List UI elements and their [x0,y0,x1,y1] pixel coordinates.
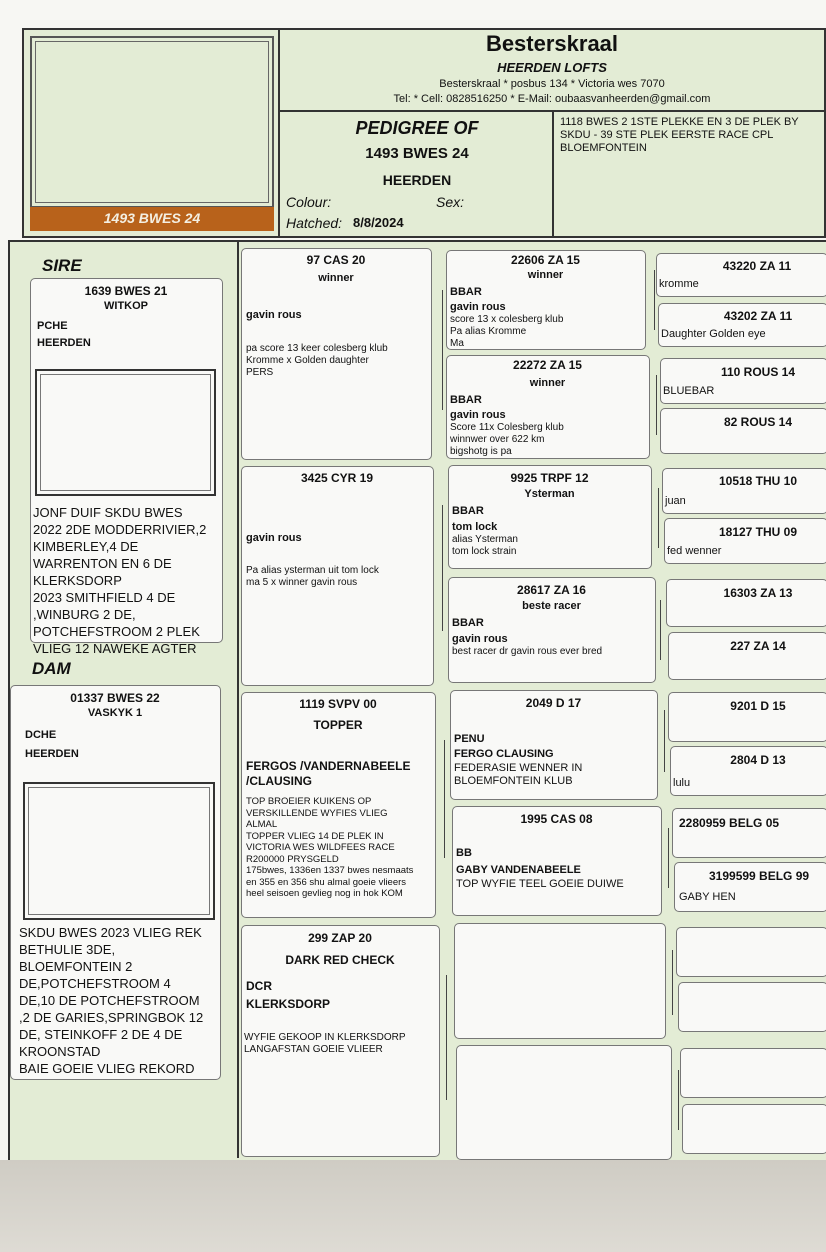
gen3-title: beste racer [522,600,581,612]
dam-ring: 01337 BWES 22 [70,691,160,705]
gen4-card-empty [680,1048,826,1098]
bracket-line [654,270,655,330]
gen4-ring: 43202 ZA 11 [723,309,793,323]
gen3-card [450,690,658,800]
sire-notes: JONF DUIF SKDU BWES 2022 2DE MODDERRIVIER,2 KIMBERLEY,4 DE WARRENTON EN 6 DE KLERKSDORP 2023 SMITHFIELD 4 DE ,WINBURG 2 DE, POTCHEFSTROOM 2 PLEK VLIEG 12 NAWEKE AGTER [33,505,207,656]
gen4-note: fed wenner [667,545,722,557]
hatched-label: Hatched: [286,215,343,231]
gen3-card [448,577,656,683]
gen4-ring: 43220 ZA 11 [722,259,792,273]
gen3-card [446,250,646,350]
gen3-card [446,355,650,459]
gen2-card [241,925,440,1157]
gen4-note: Daughter Golden eye [661,328,766,340]
gen3-breeder: gavin rous [450,301,506,313]
header-divider-notes [552,110,554,238]
gen2-notes: WYFIE GEKOOP IN KLERKSDORP LANGAFSTAN GOEIE VLIEER [244,1032,406,1055]
gen3-ring: 22272 ZA 15 [513,358,582,372]
gen2-notes: Pa alias ysterman uit tom lock ma 5 x winner gavin rous [246,565,379,588]
gen2-ring: 1119 SVPV 00 [299,697,377,711]
gen3-colour: BBAR [452,617,484,629]
gen4-card [666,579,826,627]
gen2-breeder: gavin rous [246,532,302,544]
gen2-title: DARK RED CHECK [285,953,395,967]
sire-breeder: HEERDEN [37,337,91,349]
bracket-line [444,740,445,858]
gen3-card-empty [454,923,666,1039]
gen4-card [660,408,826,454]
gen4-card [664,518,826,564]
gen3-colour: BBAR [450,286,482,298]
gen2-card [241,466,434,686]
gen2-breeder: FERGOS /VANDERNABEELE /CLAUSING [246,759,411,788]
gen4-note: lulu [673,777,691,789]
gen3-breeder: tom lock [452,521,498,533]
gen3-breeder: gavin rous [452,633,508,645]
gen4-card-empty [682,1104,826,1154]
gen2-card [241,248,432,460]
gen4-ring: 2280959 BELG 05 [679,816,780,830]
gen3-notes: score 13 x colesberg klub Pa alias Kromme Ma [450,314,564,349]
gen4-card [668,632,826,680]
header-photo-frame [30,36,274,208]
gen3-notes: best racer dr gavin rous ever bred [452,646,603,657]
gen3-ring: 28617 ZA 16 [517,583,586,597]
gen3-colour: BBAR [450,394,482,406]
gen2-notes: TOP BROEIER KUIKENS OP VERSKILLENDE WYFIES VLIEG ALMAL TOPPER VLIEG 14 DE PLEK IN VICTORIA WES WILDFEES RACE R200000 PRYSGELD 175bwes, 1336en 1337 bwes nesmaats en 355 en 356 shu almal goeie vlieers heel seisoen gevlieg nog in hok KOM [246,796,414,899]
sire-name: WITKOP [104,300,148,312]
gen4-card [668,692,826,742]
gen4-card [672,808,826,858]
gen2-title: TOPPER [313,718,363,732]
gen4-card [656,253,826,297]
gen4-card [658,303,826,347]
bracket-line [442,505,443,631]
sire-card [30,278,223,656]
bracket-line [664,710,665,772]
gen3-card-empty [456,1045,672,1160]
gen4-card [660,358,826,404]
header-notes: 1118 BWES 2 1STE PLEKKE EN 3 DE PLEK BY SKDU - 39 STE PLEK EERSTE RACE CPL BLOEMFONTEIN [560,116,799,154]
gen4-card [670,746,826,796]
gen3-colour: BBAR [452,505,484,517]
dam-notes: SKDU BWES 2023 VLIEG REK BETHULIE 3DE, BLOEMFONTEIN 2 DE,POTCHEFSTROOM 4 DE,10 DE POTCHEFSTROOM ,2 DE GARIES,SPRINGBOK 12 DE, STEINKOFF 2 DE 4 DE KROONSTAD BAIE GOEIE VLIEG REKORD [19,925,204,1076]
gen4-ring: 82 ROUS 14 [723,415,793,429]
gen4-card-empty [678,982,826,1032]
paper-bottom-shadow [0,1160,826,1252]
pedigree-ring: 1493 BWES 24 [365,145,469,162]
gen3-notes: FEDERASIE WENNER IN BLOEMFONTEIN KLUB [454,762,583,787]
bracket-line [658,488,659,548]
colour-label: Colour: [286,194,332,210]
gen2-ring: 3425 CYR 19 [300,471,374,485]
gen2-breeder: gavin rous [246,309,302,321]
dam-photo [23,782,215,920]
sire-photo [35,369,216,496]
dam-colour: DCHE [25,729,57,741]
gen3-title: Ysterman [524,488,575,500]
gen3-ring: 1995 CAS 08 [520,812,593,826]
header-photo [35,41,269,203]
gen4-ring: 16303 ZA 13 [723,586,793,600]
gen3-card [448,465,652,569]
gen4-ring: 9201 D 15 [730,699,786,713]
gen2-ring: 97 CAS 20 [306,253,366,267]
bracket-line [668,828,669,888]
hatched-value: 8/8/2024 [353,215,404,230]
photo-caption-text: 1493 BWES 24 [103,210,201,226]
gen4-note: GABY HEN [679,891,736,903]
pedigree-owner: HEERDEN [382,172,452,188]
gen4-ring: 3199599 BELG 99 [709,869,810,883]
sire-ring: 1639 BWES 21 [84,284,168,298]
bracket-line [446,975,447,1100]
gen3-ring: 2049 D 17 [525,696,582,710]
gen3-ring: 9925 TRPF 12 [510,471,589,485]
dam-photo-inner [28,787,210,915]
gen4-card [674,862,826,912]
gen4-ring: 10518 THU 10 [718,474,798,488]
gen3-breeder: FERGO CLAUSING [454,748,554,760]
gen3-colour: PENU [454,733,485,745]
gen2-card [241,692,436,918]
loft-name: Besterskraal [485,31,619,56]
sex-label: Sex: [436,194,465,210]
gen3-notes: Score 11x Colesberg klub winnwer over 622 km bigshotg is pa [450,422,564,457]
gen2-ring: 299 ZAP 20 [308,931,372,945]
gen4-ring: 18127 THU 09 [718,525,798,539]
dam-breeder: HEERDEN [25,748,79,760]
gen4-ring: 110 ROUS 14 [720,365,796,379]
loft-subtitle: HEERDEN LOFTS [497,60,607,75]
gen3-title: winner [527,269,564,281]
gen4-card [662,468,826,514]
loft-address: Besterskraal * posbus 134 * Victoria wes 7070 [439,78,665,90]
pedigree-of-label: PEDIGREE OF [355,118,479,138]
gen4-card-empty [676,927,826,977]
gen3-ring: 22606 ZA 15 [511,253,580,267]
bracket-line [442,290,443,410]
gen3-breeder: gavin rous [450,409,506,421]
sire-photo-inner [40,374,211,491]
gen3-breeder: GABY VANDENABEELE [456,864,581,876]
bracket-line [678,1070,679,1130]
gen4-note: BLUEBAR [663,385,715,397]
gen2-title: winner [318,272,354,284]
sire-colour: PCHE [37,320,68,332]
gen3-notes: alias Ysterman tom lock strain [452,534,518,557]
body-column-divider [237,240,239,1158]
gen3-title: winner [529,377,566,389]
gen4-note: kromme [659,278,699,290]
loft-contact: Tel: * Cell: 0828516250 * E-Mail: oubaasvanheerden@gmail.com [393,93,711,105]
gen4-note: juan [665,495,686,507]
dam-section-label: DAM [32,659,71,678]
gen2-breeder: DCR KLERKSDORP [246,979,331,1011]
gen3-card [452,806,662,916]
bracket-line [660,600,661,660]
sire-section-label: SIRE [42,256,82,275]
dam-name: VASKYK 1 [87,707,143,719]
gen3-colour: BB [456,847,472,859]
header-divider-v [278,28,280,238]
gen2-notes: pa score 13 keer colesberg klub Kromme x Golden daughter PERS [246,343,388,378]
dam-card [10,685,221,1080]
bracket-line [672,950,673,1015]
gen4-ring: 2804 D 13 [730,753,786,767]
bracket-line [656,375,657,435]
photo-caption [30,207,274,231]
gen4-ring: 227 ZA 14 [730,639,786,653]
gen3-notes: TOP WYFIE TEEL GOEIE DUIWE [456,878,624,890]
